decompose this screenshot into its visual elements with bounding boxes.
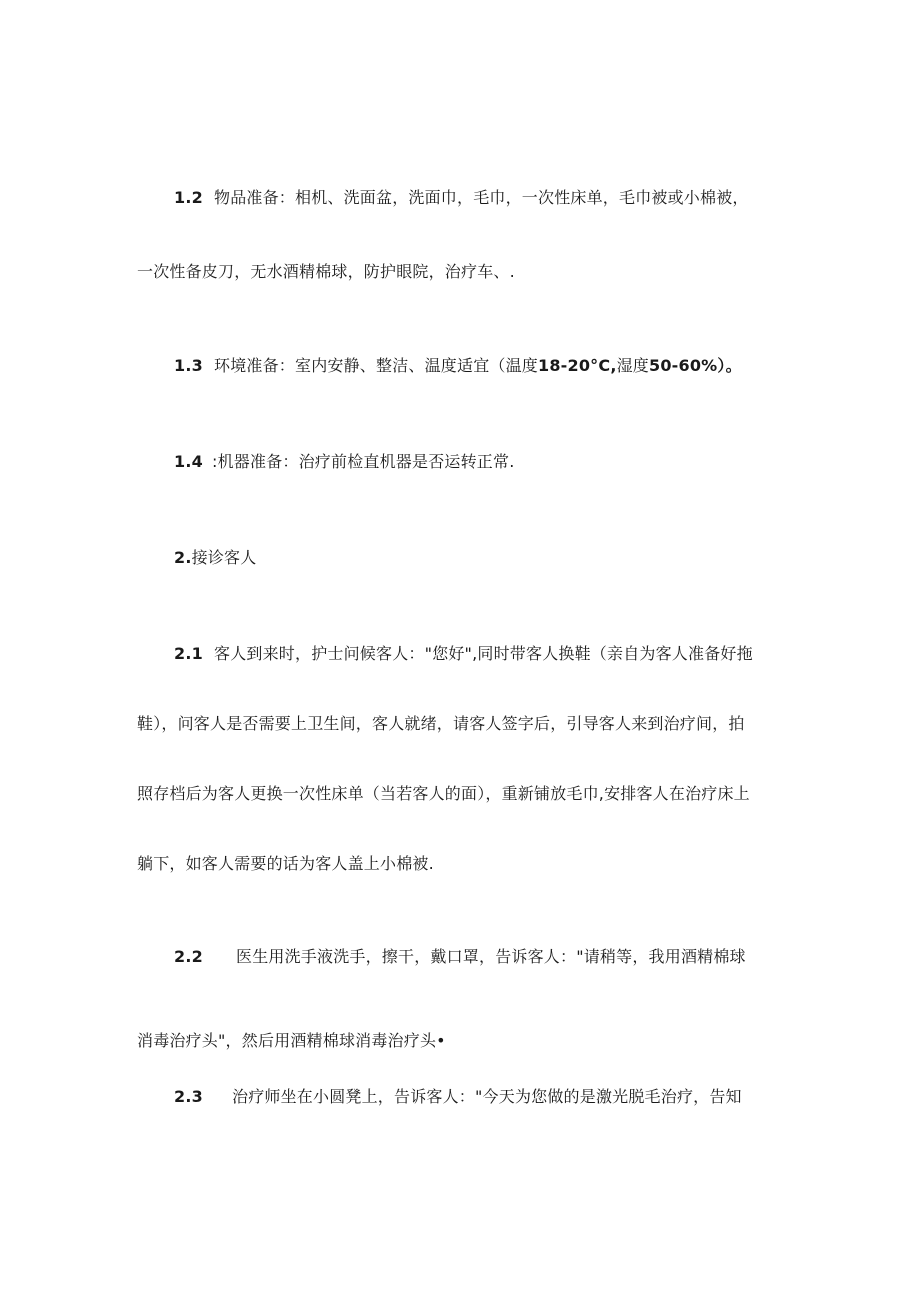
section-number: 2. [174,548,192,567]
paragraph-text: 客人到来时，护士问候客人："您好",同时带客人换鞋（亲自为客人准备好拖 [214,644,753,663]
section-number: 2.2 [174,947,203,966]
section-number: 2.3 [174,1087,203,1106]
paragraph-1-2-line-2 [137,261,515,283]
paragraph-text: :机器准备：治疗前检直机器是否运转正常. [212,452,515,471]
section-title: 接诊客人 [191,548,257,567]
paragraph-text: 医生用洗手液洗手，擦干，戴口罩，告诉客人："请稍等，我用酒精棉球 [236,947,746,966]
paragraph-1-2-line-1 [174,187,749,209]
paragraph-2-1-line-2 [137,713,745,735]
paragraph-2-2-line-2 [137,1030,446,1052]
paragraph-2-1-line-4 [137,853,434,875]
paragraph-1-3 [174,355,742,377]
humidity-value: 50-60%） [649,356,726,375]
paragraph-text: 躺下，如客人需要的话为客人盖上小棉被. [137,854,434,873]
paragraph-text: 物品准备：相机、洗面盆，洗面巾，毛巾，一次性床单，毛巾被或小棉被， [214,188,749,207]
section-number: 1.2 [174,188,203,207]
paragraph-2-1-line-1 [174,643,753,665]
section-number: 1.3 [174,356,203,375]
paragraph-text: 照存档后为客人更换一次性床单（当若客人的面），重新铺放毛巾,安排客人在治疗床上 [137,784,750,803]
paragraph-2-1-line-3 [137,783,750,805]
humidity-label: 湿度 [616,356,650,375]
paragraph-1-4 [174,451,514,473]
paragraph-2-2-line-1 [174,946,746,968]
paragraph-text: 消毒治疗头"，然后用酒精棉球消毒治疗头• [137,1031,446,1050]
section-2-heading [174,547,256,569]
paragraph-text: 鞋），问客人是否需要上卫生间，客人就绪，请客人签字后，引导客人来到治疗间，拍 [137,714,745,733]
paragraph-text: 一次性备皮刀，无水酒精棉球，防护眼院，治疗车、. [137,262,515,281]
paragraph-text: 环境准备：室内安静、整洁、温度适宜（温度 [214,356,539,375]
section-number: 1.4 [174,452,203,471]
temperature-value: 18-20°C, [538,356,617,375]
section-number: 2.1 [174,644,203,663]
paragraph-text: 治疗师坐在小圆凳上，告诉客人："今天为您做的是激光脱毛治疗，告知 [232,1087,742,1106]
sentence-end: 。 [725,356,742,375]
paragraph-2-3-line-1 [174,1086,742,1108]
